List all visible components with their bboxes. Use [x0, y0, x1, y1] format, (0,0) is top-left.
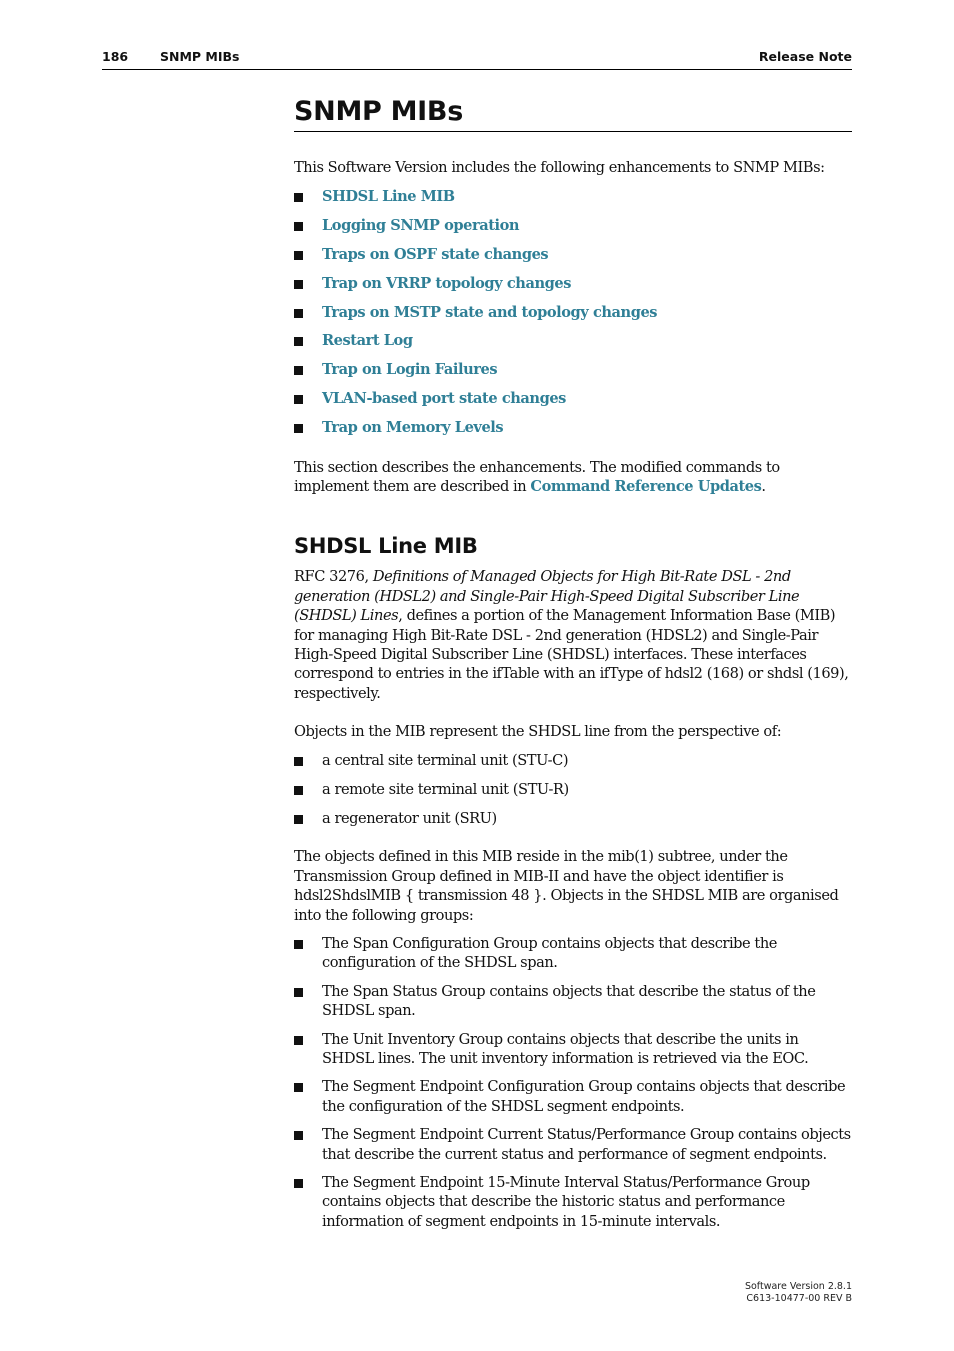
perspective-list	[294, 751, 852, 828]
list-item	[294, 1125, 852, 1164]
list-item	[294, 809, 852, 828]
list-item-text: The Span Status Group contains objects that describe the status of the SHDSL span.	[322, 982, 816, 1020]
list-item	[294, 274, 852, 293]
link-trap-memory-levels[interactable]: Trap on Memory Levels	[322, 419, 504, 437]
list-item	[294, 934, 852, 973]
link-trap-login-failures[interactable]: Trap on Login Failures	[322, 361, 498, 379]
bullet-square-icon	[294, 424, 303, 433]
section-description-text: This section describes the enhancements. The modified commands to implement them are described in	[294, 458, 780, 495]
bullet-square-icon	[294, 222, 303, 231]
groups-list	[294, 934, 852, 1231]
page-header	[102, 49, 852, 70]
rfc-number: RFC 3276,	[294, 568, 373, 586]
list-item-text: The Segment Endpoint Configuration Group contains objects that describe the configuration of the SHDSL segment endpoints.	[322, 1078, 846, 1115]
shdsl-heading: SHDSL Line MIB	[294, 534, 478, 559]
bullet-square-icon	[294, 786, 303, 795]
bullet-square-icon	[294, 193, 303, 202]
list-item	[294, 1173, 852, 1231]
bullet-square-icon	[294, 1083, 303, 1092]
page-number: 186	[102, 49, 129, 64]
list-item-text: The Unit Inventory Group contains objects that describe the units in SHDSL lines. The unit inventory information is retrieved via the EOC.	[322, 1030, 809, 1067]
list-item	[294, 331, 852, 350]
rfc-paragraph	[294, 567, 852, 703]
bullet-square-icon	[294, 251, 303, 260]
enhancement-list	[294, 187, 852, 438]
main-content	[294, 96, 852, 1231]
bullet-square-icon	[294, 1036, 303, 1045]
link-traps-ospf[interactable]: Traps on OSPF state changes	[322, 245, 549, 263]
list-item	[294, 389, 852, 408]
perspective-intro: Objects in the MIB represent the SHDSL line from the perspective of:	[294, 723, 782, 741]
link-traps-mstp[interactable]: Traps on MSTP state and topology changes	[322, 303, 658, 321]
header-doc-type: Release Note	[758, 49, 852, 64]
list-item	[294, 780, 852, 799]
bullet-square-icon	[294, 940, 303, 949]
list-item	[294, 751, 852, 770]
list-item-text: a remote site terminal unit (STU-R)	[322, 781, 569, 799]
bullet-square-icon	[294, 1179, 303, 1188]
list-item	[294, 187, 852, 206]
groups-intro: The objects defined in this MIB reside in the mib(1) subtree, under the Transmission Group defined in MIB-II and have the object identifier is hdsl2ShdslMIB { transmission 48 }. Objects in the SHDSL MIB are organised into the following groups:	[294, 848, 839, 924]
header-section-title: SNMP MIBs	[160, 49, 240, 64]
bullet-square-icon	[294, 366, 303, 375]
list-item	[294, 418, 852, 437]
list-item	[294, 360, 852, 379]
link-restart-log[interactable]: Restart Log	[322, 332, 413, 350]
bullet-square-icon	[294, 815, 303, 824]
list-item	[294, 982, 852, 1021]
bullet-square-icon	[294, 757, 303, 766]
list-item-text: a regenerator unit (SRU)	[322, 809, 497, 827]
list-item-text: a central site terminal unit (STU-C)	[322, 752, 569, 770]
rfc-title: Definitions of Managed Objects for High Bit-Rate DSL - 2nd generation (HDSL2) and Single-Pair High-Speed Digital Subscriber Line (SHDSL) Lines	[294, 568, 800, 625]
bullet-square-icon	[294, 395, 303, 404]
bullet-square-icon	[294, 1131, 303, 1140]
link-command-reference-updates[interactable]: Command Reference Updates	[530, 477, 762, 495]
section-description	[294, 458, 852, 497]
bullet-square-icon	[294, 337, 303, 346]
link-trap-vrrp[interactable]: Trap on VRRP topology changes	[322, 274, 571, 292]
rfc-description: , defines a portion of the Management Information Base (MIB) for managing High Bit-Rate DSL - 2nd generation (HDSL2) and Single-Pair High-Speed Digital Subscriber Line (SHDSL) interfaces. These interfaces correspond to entries in the ifTable with an ifType of hdsl2 (168) or shdsl (169), respectively.	[294, 607, 849, 702]
list-item	[294, 245, 852, 264]
link-shdsl-line-mib[interactable]: SHDSL Line MIB	[322, 187, 455, 205]
section-description-end: .	[761, 477, 766, 495]
bullet-square-icon	[294, 988, 303, 997]
list-item	[294, 1030, 852, 1069]
list-item-text: The Segment Endpoint Current Status/Performance Group contains objects that describe the current status and performance of segment endpoints.	[322, 1126, 851, 1163]
link-vlan-port-state[interactable]: VLAN-based port state changes	[322, 390, 566, 408]
software-version: Software Version 2.8.1	[744, 1281, 852, 1292]
list-item	[294, 303, 852, 322]
document-id: C613-10477-00 REV B	[746, 1293, 852, 1304]
bullet-square-icon	[294, 309, 303, 318]
page-footer	[745, 1281, 852, 1305]
page-title: SNMP MIBs	[294, 96, 852, 132]
list-item-text: The Segment Endpoint 15-Minute Interval Status/Performance Group contains objects that describe the historic status and performance information of segment endpoints in 15-minute intervals.	[322, 1174, 810, 1230]
bullet-square-icon	[294, 280, 303, 289]
list-item	[294, 1077, 852, 1116]
list-item-text: The Span Configuration Group contains objects that describe the configuration of the SHDSL span.	[322, 934, 777, 972]
intro-paragraph: This Software Version includes the following enhancements to SNMP MIBs:	[294, 159, 825, 176]
link-logging-snmp-operation[interactable]: Logging SNMP operation	[322, 216, 520, 234]
list-item	[294, 216, 852, 235]
